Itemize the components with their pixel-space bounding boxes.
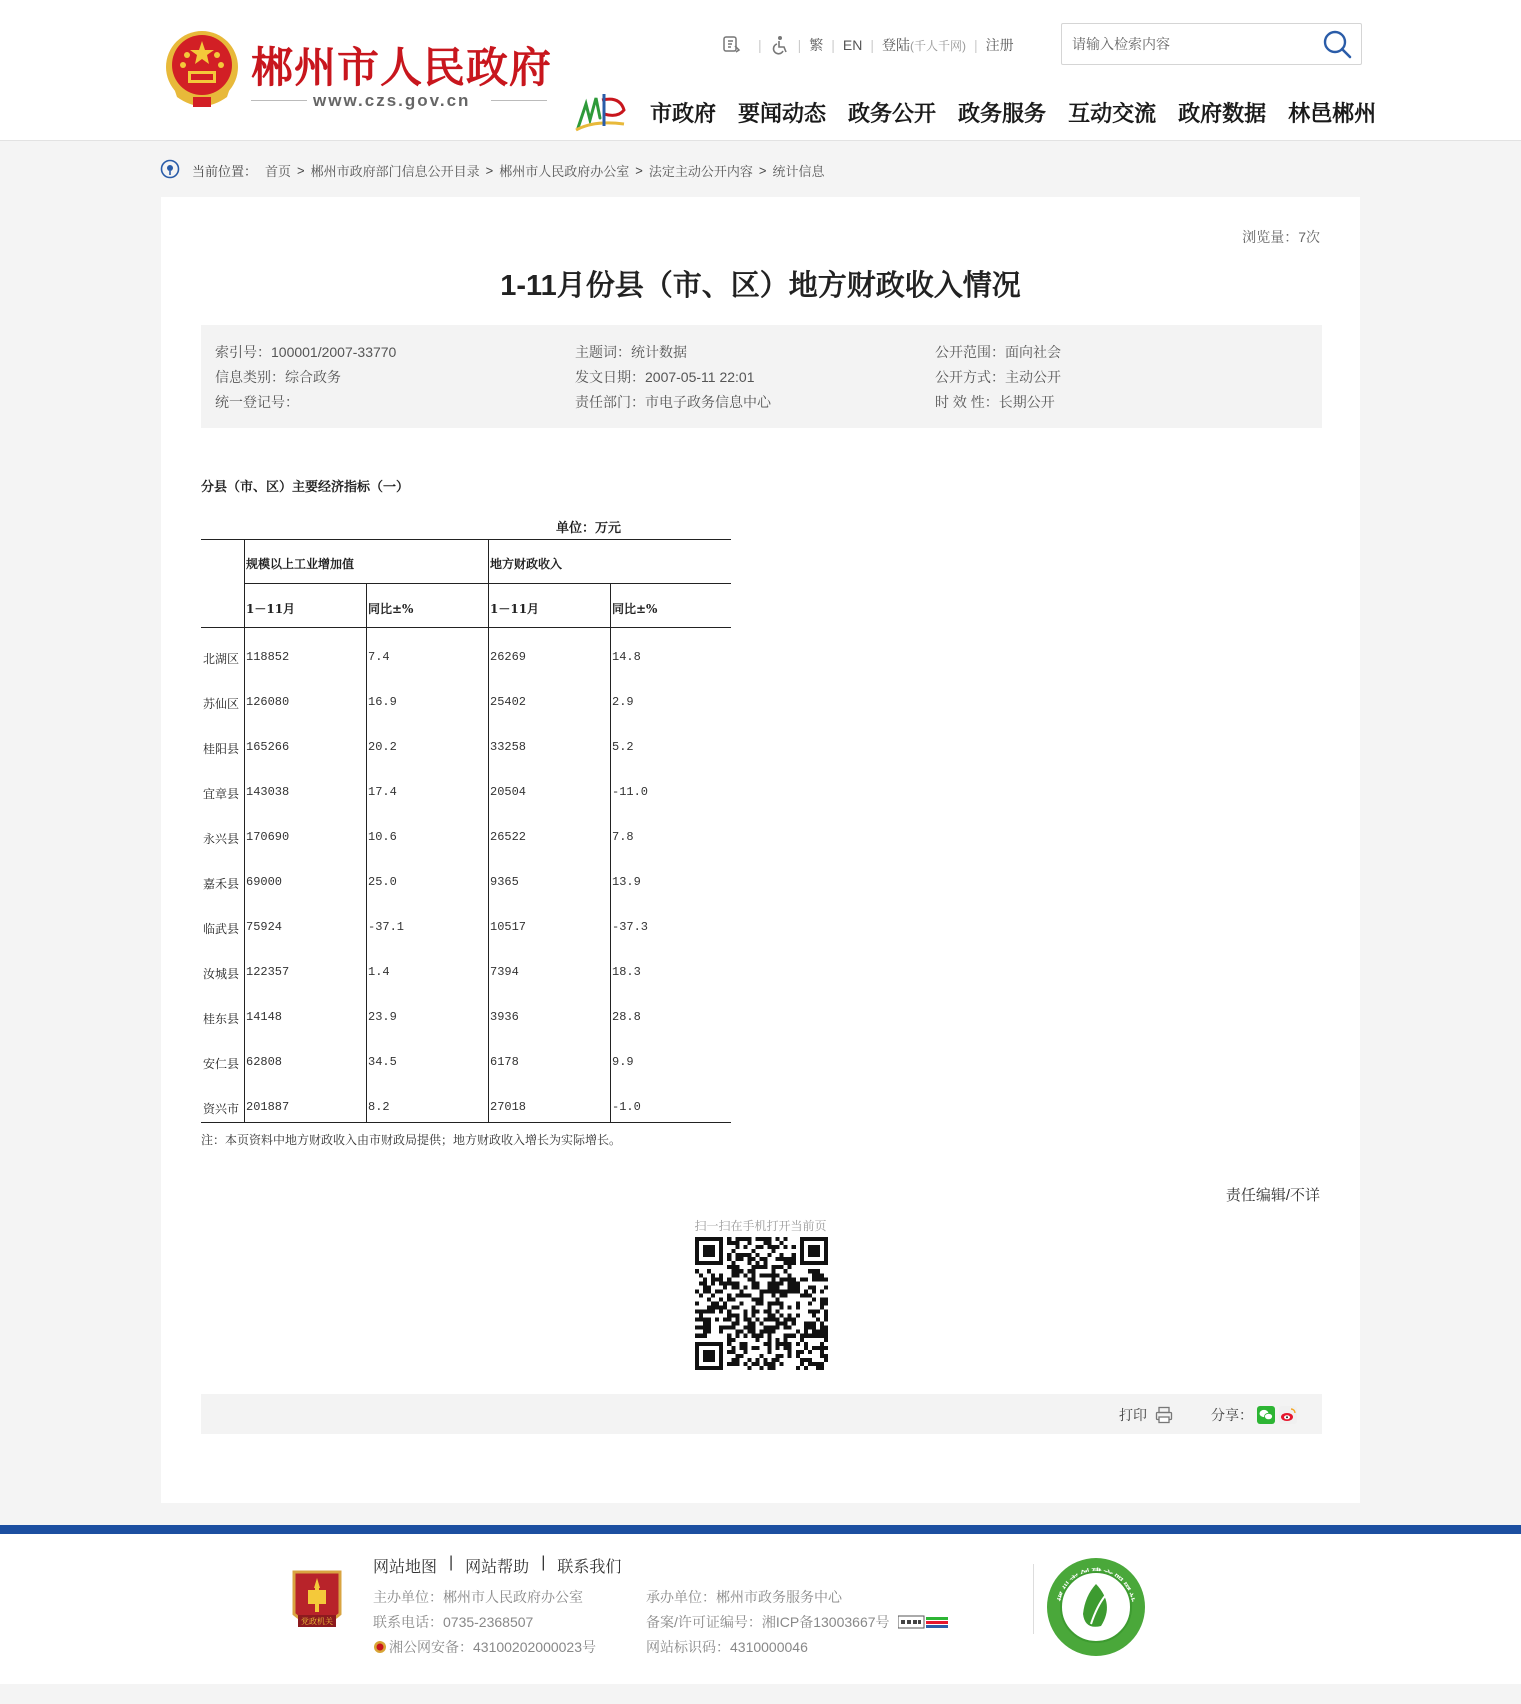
accessibility-icon[interactable] <box>770 35 790 55</box>
nav-gov-disclosure[interactable]: 政务公开 <box>848 101 937 126</box>
breadcrumb-statistics[interactable]: 统计信息 <box>772 163 825 179</box>
breadcrumb-gov-office[interactable]: 郴州市人民政府办公室 <box>499 163 630 179</box>
table-cell-fiscal-yoy: -11.0 <box>612 785 649 799</box>
table-cell-region: 汝城县 <box>203 967 240 981</box>
table-cell-fiscal-yoy: -37.3 <box>612 920 649 934</box>
table-cell-fiscal-ytd: 33258 <box>490 740 527 754</box>
main-nav <box>574 90 1377 134</box>
subheader-industrial-yoy: 同比±% <box>368 602 414 616</box>
qr-tip: 扫一扫在手机打开当前页 <box>694 1219 827 1233</box>
english-link[interactable]: EN <box>842 37 863 53</box>
footer-icp-row <box>646 1612 948 1632</box>
table-cell-region: 永兴县 <box>203 832 240 846</box>
stats-table <box>201 539 731 1123</box>
civ-badge-text: 郴州市创建文明网站 <box>1057 1567 1135 1605</box>
table-cell-region: 北湖区 <box>203 652 240 666</box>
subheader-industrial-ytd: 1－11月 <box>246 602 296 616</box>
site-footer <box>0 1534 1521 1684</box>
top-links: | | 繁 | EN | 登陆 (千人千网) | 注册 <box>722 33 1014 57</box>
site-header <box>0 0 1521 141</box>
nav-gov-services[interactable]: 政务服务 <box>958 101 1047 126</box>
meta-method: 公开方式：主动公开 <box>935 369 1061 385</box>
footer-site-id: 网站标识码：4310000046 <box>646 1639 808 1655</box>
city-mark-icon <box>574 90 628 134</box>
article-container <box>161 197 1360 1503</box>
view-count: 浏览量：7次 <box>1242 229 1320 245</box>
table-cell-industrial-yoy: 8.2 <box>368 1100 390 1114</box>
responsible-editor: 责任编辑/不详 <box>1225 1187 1320 1204</box>
print-label: 打印 <box>1119 1407 1147 1423</box>
table-cell-industrial-yoy: 10.6 <box>368 830 397 844</box>
table-cell-fiscal-yoy: 14.8 <box>612 650 641 664</box>
register-link[interactable]: 注册 <box>985 37 1014 53</box>
share-label: 分享： <box>1211 1407 1253 1423</box>
table-cell-region: 桂阳县 <box>203 742 240 756</box>
table-cell-industrial-yoy: -37.1 <box>368 920 405 934</box>
meta-dept: 责任部门：市电子政务信息中心 <box>575 394 771 410</box>
footer-police-record[interactable]: 湘公网安备：43100202000023号 <box>389 1639 597 1655</box>
subheader-fiscal-ytd: 1－11月 <box>490 602 540 616</box>
footer-sponsor: 主办单位：郴州市人民政府办公室 <box>373 1589 583 1605</box>
weibo-icon[interactable] <box>1279 1406 1297 1424</box>
table-cell-industrial-ytd: 170690 <box>246 830 290 844</box>
table-cell-fiscal-ytd: 10517 <box>490 920 527 934</box>
table-cell-fiscal-ytd: 7394 <box>490 965 519 979</box>
table-cell-industrial-ytd: 126080 <box>246 695 290 709</box>
footer-link-sitemap[interactable]: 网站地图 <box>373 1559 438 1576</box>
table-cell-fiscal-yoy: 28.8 <box>612 1010 641 1024</box>
breadcrumb-dept-catalog[interactable]: 郴州市政府部门信息公开目录 <box>310 163 480 179</box>
nav-news[interactable]: 要闻动态 <box>738 101 827 126</box>
nav-gov-data[interactable]: 政府数据 <box>1178 101 1267 126</box>
table-cell-industrial-yoy: 7.4 <box>368 650 390 664</box>
bottom-strip <box>0 1684 1521 1704</box>
party-gov-badge-icon[interactable] <box>290 1568 344 1634</box>
footer-icp[interactable]: 备案/许可证编号：湘ICP备13003667号 <box>646 1614 890 1630</box>
table-unit: 单位：万元 <box>556 521 622 536</box>
table-cell-industrial-ytd: 69000 <box>246 875 283 889</box>
site-logo[interactable] <box>163 25 563 115</box>
national-emblem-icon <box>163 27 241 111</box>
header-fiscal-revenue: 地方财政收入 <box>490 557 563 571</box>
breadcrumb: 当前位置： 首页 > 郴州市政府部门信息公开目录 > 郴州市人民政府办公室 > 法定主动公开内容 > 统计信息 <box>160 158 824 182</box>
qr-code-icon <box>695 1237 828 1370</box>
footer-link-help[interactable]: 网站帮助 <box>465 1559 530 1576</box>
meta-index-no: 索引号：100001/2007-33770 <box>215 344 397 360</box>
meta-topic: 主题词：统计数据 <box>575 344 687 360</box>
meta-validity: 时 效 性：长期公开 <box>935 394 1055 410</box>
table-cell-fiscal-yoy: 7.8 <box>612 830 634 844</box>
meta-reg-no: 统一登记号： <box>215 394 299 410</box>
table-cell-industrial-yoy: 16.9 <box>368 695 397 709</box>
subheader-fiscal-yoy: 同比±% <box>612 602 658 616</box>
meta-category: 信息类别：综合政务 <box>215 369 341 385</box>
table-cell-industrial-ytd: 118852 <box>246 650 290 664</box>
table-note: 注：本页资料中地方财政收入由市财政局提供；地方财政收入增长为实际增长。 <box>201 1133 622 1147</box>
cnzz-icon[interactable] <box>898 1615 948 1629</box>
nav-linyi-chenzhou[interactable]: 林邑郴州 <box>1288 101 1377 126</box>
table-cell-fiscal-ytd: 26269 <box>490 650 527 664</box>
table-cell-region: 安仁县 <box>203 1057 240 1071</box>
table-cell-industrial-yoy: 25.0 <box>368 875 397 889</box>
table-cell-industrial-ytd: 143038 <box>246 785 290 799</box>
footer-vertical-divider <box>1033 1564 1034 1634</box>
site-name: 郴州市人民政府 <box>251 43 553 92</box>
footer-organizer: 承办单位：郴州市政务服务中心 <box>646 1589 842 1605</box>
search-input[interactable] <box>1072 33 1302 55</box>
login-sub[interactable]: (千人千网) <box>910 38 967 53</box>
table-cell-fiscal-ytd: 26522 <box>490 830 527 844</box>
breadcrumb-statutory-content[interactable]: 法定主动公开内容 <box>648 163 753 179</box>
table-cell-fiscal-yoy: 5.2 <box>612 740 634 754</box>
nav-interaction[interactable]: 互动交流 <box>1068 101 1157 126</box>
article-title: 1-11月份县（市、区）地方财政收入情况 <box>500 270 1021 302</box>
breadcrumb-label: 当前位置： <box>192 163 258 179</box>
table-cell-industrial-ytd: 62808 <box>246 1055 283 1069</box>
table-cell-industrial-ytd: 201887 <box>246 1100 290 1114</box>
table-cell-fiscal-ytd: 9365 <box>490 875 519 889</box>
footer-links: 网站地图 | 网站帮助 | 联系我们 <box>373 1554 622 1576</box>
badge-text: 党政机关 <box>301 1617 333 1626</box>
article-meta <box>201 325 1322 428</box>
table-cell-industrial-yoy: 23.9 <box>368 1010 397 1024</box>
table-cell-region: 桂东县 <box>203 1012 240 1026</box>
header-industrial-value: 规模以上工业增加值 <box>246 557 355 571</box>
footer-link-contact[interactable]: 联系我们 <box>557 1559 622 1576</box>
breadcrumb-home[interactable]: 首页 <box>265 163 292 179</box>
table-cell-region: 苏仙区 <box>203 697 240 711</box>
civilized-website-badge-icon[interactable] <box>1045 1556 1147 1658</box>
table-cell-industrial-yoy: 17.4 <box>368 785 397 799</box>
site-url-row <box>251 89 547 113</box>
table-cell-region: 嘉禾县 <box>203 877 240 891</box>
table-cell-industrial-ytd: 14148 <box>246 1010 283 1024</box>
search-box <box>1061 23 1362 65</box>
table-cell-industrial-ytd: 165266 <box>246 740 290 754</box>
footer-police-row <box>373 1637 596 1657</box>
footer-phone: 联系电话：0735-2368507 <box>373 1614 534 1630</box>
printer-icon <box>1155 1406 1173 1424</box>
table-cell-region: 临武县 <box>203 922 240 936</box>
meta-date: 发文日期：2007-05-11 22:01 <box>575 369 755 385</box>
table-cell-industrial-yoy: 20.2 <box>368 740 397 754</box>
table-cell-fiscal-yoy: 13.9 <box>612 875 641 889</box>
print-button[interactable] <box>1119 1405 1173 1425</box>
police-badge-icon <box>373 1640 387 1654</box>
table-cell-fiscal-ytd: 20504 <box>490 785 527 799</box>
table-cell-region: 资兴市 <box>203 1102 240 1116</box>
table-cell-fiscal-yoy: 2.9 <box>612 695 634 709</box>
table-subtitle: 分县（市、区）主要经济指标（一） <box>201 480 410 495</box>
nav-city-government[interactable]: 市政府 <box>650 101 717 126</box>
wechat-icon[interactable] <box>1257 1406 1275 1424</box>
table-cell-industrial-yoy: 1.4 <box>368 965 390 979</box>
table-cell-fiscal-ytd: 25402 <box>490 695 527 709</box>
meta-scope: 公开范围：面向社会 <box>935 344 1061 360</box>
login-link[interactable]: 登陆 <box>882 37 911 53</box>
table-cell-fiscal-yoy: 18.3 <box>612 965 641 979</box>
location-pin-icon <box>160 159 180 181</box>
traditional-chinese-link[interactable]: 繁 <box>809 37 824 53</box>
table-cell-fiscal-ytd: 3936 <box>490 1010 519 1024</box>
table-cell-fiscal-ytd: 27018 <box>490 1100 527 1114</box>
table-cell-fiscal-yoy: -1.0 <box>612 1100 641 1114</box>
table-cell-industrial-ytd: 122357 <box>246 965 290 979</box>
footer-divider-bar <box>0 1525 1521 1534</box>
table-cell-region: 宜章县 <box>203 787 240 801</box>
table-cell-fiscal-ytd: 6178 <box>490 1055 519 1069</box>
wheelchair-accessibility-icon[interactable] <box>722 35 742 55</box>
article-tools <box>201 1394 1322 1434</box>
search-icon[interactable] <box>1321 28 1353 60</box>
share-group <box>1211 1405 1297 1425</box>
site-url: www.czs.gov.cn <box>313 91 471 110</box>
table-cell-industrial-yoy: 34.5 <box>368 1055 397 1069</box>
table-cell-fiscal-yoy: 9.9 <box>612 1055 634 1069</box>
table-cell-industrial-ytd: 75924 <box>246 920 283 934</box>
